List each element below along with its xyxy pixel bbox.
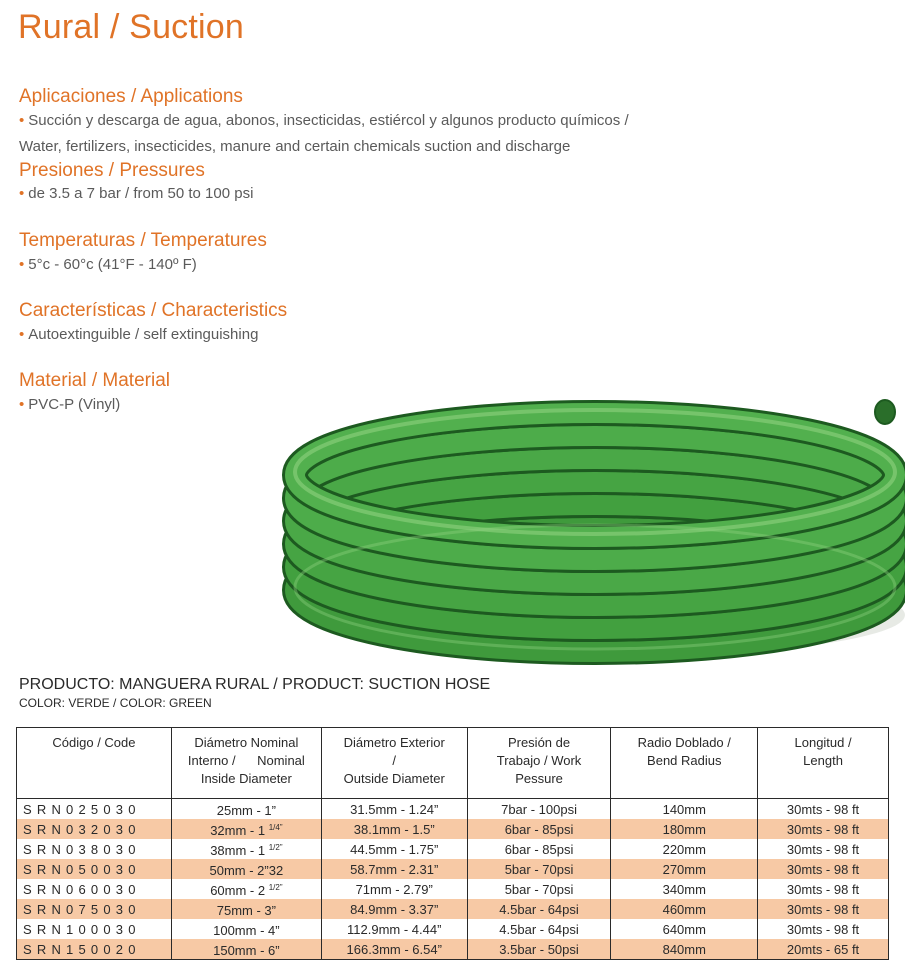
- cell-code: SRN025030: [23, 801, 141, 817]
- table-row: [17, 919, 889, 939]
- cell-pressure: 5bar - 70psi: [467, 859, 611, 879]
- cell-bend-radius: 460mm: [611, 899, 758, 919]
- table-row: [17, 859, 889, 879]
- cell-bend-radius: 180mm: [611, 819, 758, 839]
- cell-code: SRN060030: [23, 881, 141, 897]
- cell-inside-diameter: 150mm - 6”: [171, 939, 321, 960]
- cell-length: 30mts - 98 ft: [758, 819, 889, 839]
- product-color: COLOR: VERDE / COLOR: GREEN: [19, 696, 212, 710]
- bullet-icon: •: [19, 396, 25, 413]
- table-row: [17, 879, 889, 899]
- cell-bend-radius: 340mm: [611, 879, 758, 899]
- header-length: Longitud / Length: [758, 728, 889, 799]
- header-outside-diameter: Diámetro Exterior / Outside Diameter: [321, 728, 467, 799]
- section-text-pressures: • de 3.5 a 7 bar / from 50 to 100 psi: [19, 185, 254, 202]
- bullet-icon: •: [19, 185, 25, 202]
- specs-table: [16, 727, 889, 960]
- bullet-icon: •: [19, 326, 25, 343]
- cell-length: 30mts - 98 ft: [758, 899, 889, 919]
- section-heading-material: Material / Material: [19, 370, 170, 391]
- product-title: PRODUCTO: MANGUERA RURAL / PRODUCT: SUCTION HOSE: [19, 676, 491, 693]
- cell-outside-diameter: 38.1mm - 1.5”: [321, 819, 467, 839]
- cell-length: 30mts - 98 ft: [758, 839, 889, 859]
- section-text-temperatures: • 5°c - 60°c (41°F - 140º F): [19, 256, 197, 273]
- cell-inside-diameter: 38mm - 1 $^{1/2”}$: [171, 839, 321, 859]
- cell-pressure: 7bar - 100psi: [467, 799, 611, 820]
- section-heading-characteristics: Características / Characteristics: [19, 300, 288, 321]
- cell-bend-radius: 840mm: [611, 939, 758, 960]
- table-header-row: [17, 728, 889, 799]
- fraction-superscript: 1/2”: [268, 843, 283, 852]
- cell-length: 30mts - 98 ft: [758, 879, 889, 899]
- table-row: [17, 819, 889, 839]
- table-row: [17, 939, 889, 960]
- cell-pressure: 4.5bar - 64psi: [467, 899, 611, 919]
- cell-bend-radius: 140mm: [611, 799, 758, 820]
- cell-length: 30mts - 98 ft: [758, 799, 889, 820]
- cell-inside-diameter: 75mm - 3”: [171, 899, 321, 919]
- cell-outside-diameter: 44.5mm - 1.75”: [321, 839, 467, 859]
- bullet-icon: •: [19, 112, 25, 129]
- cell-bend-radius: 640mm: [611, 919, 758, 939]
- header-bend-radius: Radio Doblado / Bend Radius: [611, 728, 758, 799]
- cell-bend-radius: 220mm: [611, 839, 758, 859]
- fraction-superscript: 1/4”: [268, 823, 283, 832]
- cell-inside-diameter: 25mm - 1”: [171, 799, 321, 820]
- cell-inside-diameter: 60mm - 2 $^{1/2”}$: [171, 879, 321, 899]
- cell-bend-radius: 270mm: [611, 859, 758, 879]
- section-heading-applications: Aplicaciones / Applications: [19, 86, 243, 107]
- cell-pressure: 6bar - 85psi: [467, 819, 611, 839]
- green-hose-coil-image: [275, 390, 905, 665]
- header-inside-diameter: Diámetro Nominal Interno / Nominal Inside Diameter: [171, 728, 321, 799]
- table-row: [17, 799, 889, 820]
- cell-code: SRN100030: [23, 921, 141, 937]
- section-text-applications-1: • Succión y descarga de agua, abonos, insecticidas, estiércol y algunos producto químicos /: [19, 112, 629, 129]
- cell-length: 30mts - 98 ft: [758, 919, 889, 939]
- cell-outside-diameter: 166.3mm - 6.54”: [321, 939, 467, 960]
- cell-code: SRN038030: [23, 841, 141, 857]
- cell-inside-diameter: 100mm - 4”: [171, 919, 321, 939]
- header-code: Código / Code: [17, 728, 172, 799]
- cell-code: SRN075030: [17, 899, 172, 919]
- cell-pressure: 6bar - 85psi: [467, 839, 611, 859]
- section-text-applications-2: Water, fertilizers, insecticides, manure and certain chemicals suction and discharge: [19, 138, 571, 155]
- cell-outside-diameter: 31.5mm - 1.24”: [321, 799, 467, 820]
- fraction-superscript: 1/2”: [268, 883, 283, 892]
- section-text-material: • PVC-P (Vinyl): [19, 396, 121, 413]
- page-title: Rural / Suction: [18, 8, 244, 46]
- cell-pressure: 3.5bar - 50psi: [467, 939, 611, 960]
- table-row: [17, 839, 889, 859]
- cell-length: 30mts - 98 ft: [758, 859, 889, 879]
- section-heading-pressures: Presiones / Pressures: [19, 160, 205, 181]
- cell-inside-diameter: 32mm - 1 $^{1/4”}$: [171, 819, 321, 839]
- cell-outside-diameter: 112.9mm - 4.44”: [321, 919, 467, 939]
- cell-code: SRN032030: [17, 819, 172, 839]
- cell-outside-diameter: 84.9mm - 3.37”: [321, 899, 467, 919]
- cell-pressure: 5bar - 70psi: [467, 879, 611, 899]
- section-heading-temperatures: Temperaturas / Temperatures: [19, 230, 267, 251]
- cell-outside-diameter: 71mm - 2.79”: [321, 879, 467, 899]
- bullet-icon: •: [19, 256, 25, 273]
- header-pressure: Presión de Trabajo / Work Pessure: [467, 728, 611, 799]
- cell-code: SRN150020: [17, 939, 172, 960]
- cell-outside-diameter: 58.7mm - 2.31”: [321, 859, 467, 879]
- section-text-characteristics: • Autoextinguible / self extinguishing: [19, 326, 259, 343]
- cell-inside-diameter: 50mm - 2”32: [171, 859, 321, 879]
- cell-length: 20mts - 65 ft: [758, 939, 889, 960]
- cell-code: SRN050030: [17, 859, 172, 879]
- table-row: [17, 899, 889, 919]
- cell-pressure: 4.5bar - 64psi: [467, 919, 611, 939]
